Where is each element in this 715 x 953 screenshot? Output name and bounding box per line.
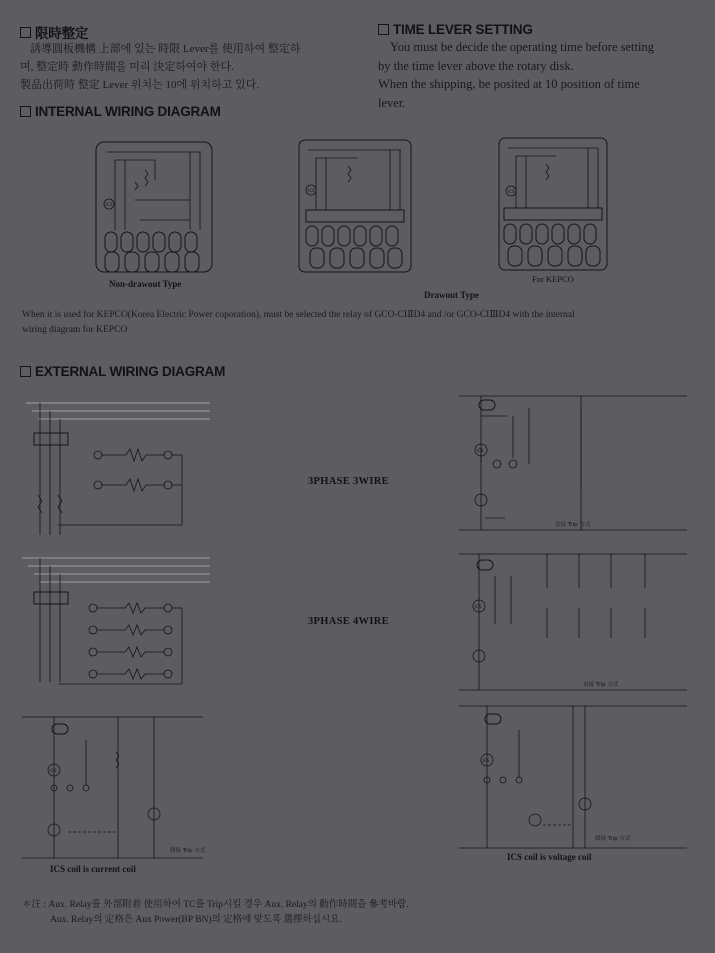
time-lever-line: When the shipping, be posited at 10 position of time <box>378 77 640 91</box>
limit-time-heading <box>20 22 88 42</box>
time-lever-title: TIME LEVER SETTING <box>393 22 533 37</box>
indirect-trip-label-right: 間接 Trip 方式 <box>595 836 631 842</box>
time-lever-line: You must be decide the operating time before setting <box>390 40 654 54</box>
kepco-note-line: wiring diagram for KEPCO <box>22 325 128 335</box>
current-coil-diagram <box>18 712 218 877</box>
limit-time-title: 限時整定 <box>35 26 89 41</box>
time-lever-text <box>378 38 696 112</box>
svg-text:ICS: ICS <box>475 604 482 609</box>
limit-time-text <box>20 40 350 94</box>
footnote <box>22 898 702 928</box>
limit-time-line: 製品出荷時 整定 Lever 위치는 10에 위치하고 있다. <box>20 79 260 91</box>
checkbox-icon <box>20 27 31 38</box>
checkbox-icon <box>20 106 31 117</box>
terminal-row <box>306 226 402 268</box>
direct-trip-label-1: 直接 Trip 方式 <box>555 522 591 528</box>
three-wire-schematic <box>18 395 213 535</box>
kepco-note-line: When it is used for KEPCO(Korea Electric Power coporation), must be selected the relay of GCO-CIⅡD4 and /or GCO-CIⅢD4 with the internal <box>22 310 575 320</box>
external-wiring-title: EXTERNAL WIRING DIAGRAM <box>35 364 226 379</box>
svg-text:ICS: ICS <box>477 448 484 453</box>
direct-trip-label-2: 直接 Trip 方式 <box>583 682 619 688</box>
voltage-coil-diagram <box>455 700 695 865</box>
time-lever-heading <box>378 22 533 37</box>
four-wire-label: 3PHASE 4WIRE <box>308 616 389 627</box>
four-wire-schematic <box>18 552 213 692</box>
kepco-caption: For KEPCO <box>532 274 574 284</box>
footnote-line: ＊注 : Aux. Relay를 外部附着 使用하여 TC를 Trip시킬 경우 Aux. Relay의 動作時間을 參考바람. <box>22 900 409 910</box>
indirect-trip-label-left: 間接 Trip 方式 <box>170 848 206 854</box>
direct-trip-diagram-1 <box>455 388 695 530</box>
svg-text:ICS: ICS <box>508 189 515 194</box>
external-wiring-heading <box>20 364 225 379</box>
checkbox-icon <box>20 366 31 377</box>
time-lever-line: lever. <box>378 95 406 110</box>
three-wire-label: 3PHASE 3WIRE <box>308 476 389 487</box>
time-lever-line: by the time lever above the rotary disk. <box>378 58 574 73</box>
non-drawout-diagram <box>95 140 215 289</box>
svg-text:ICS: ICS <box>308 188 315 193</box>
direct-trip-diagram-2 <box>455 548 695 693</box>
voltage-coil-caption: ICS coil is voltage coil <box>507 852 592 862</box>
svg-text:ICS: ICS <box>50 768 57 773</box>
drawout-diagram <box>298 138 479 300</box>
drawout-caption: Drawout Type <box>424 290 479 300</box>
checkbox-icon <box>378 24 389 35</box>
kepco-note <box>22 308 702 338</box>
svg-text:ICS: ICS <box>106 202 113 207</box>
footnote-line: Aux. Relay의 定格은 Aux Power(BP BN)의 定格에 맞도록 選擇하십시요. <box>50 915 342 925</box>
internal-wiring-title: INTERNAL WIRING DIAGRAM <box>35 104 221 119</box>
kepco-diagram <box>498 136 610 286</box>
terminal-row <box>105 232 199 272</box>
non-drawout-caption: Non-drawout Type <box>109 279 182 289</box>
current-coil-caption: ICS coil is current coil <box>50 864 136 874</box>
svg-text:ICS: ICS <box>483 758 490 763</box>
limit-time-line: 며, 整定時 動作時間을 미리 決定하여야 한다. <box>20 61 234 73</box>
limit-time-line: 誘導圓板機構 上部에 있는 時限 Lever를 使用하여 整定하 <box>30 43 301 55</box>
internal-wiring-heading <box>20 104 221 119</box>
terminal-row <box>504 224 600 266</box>
